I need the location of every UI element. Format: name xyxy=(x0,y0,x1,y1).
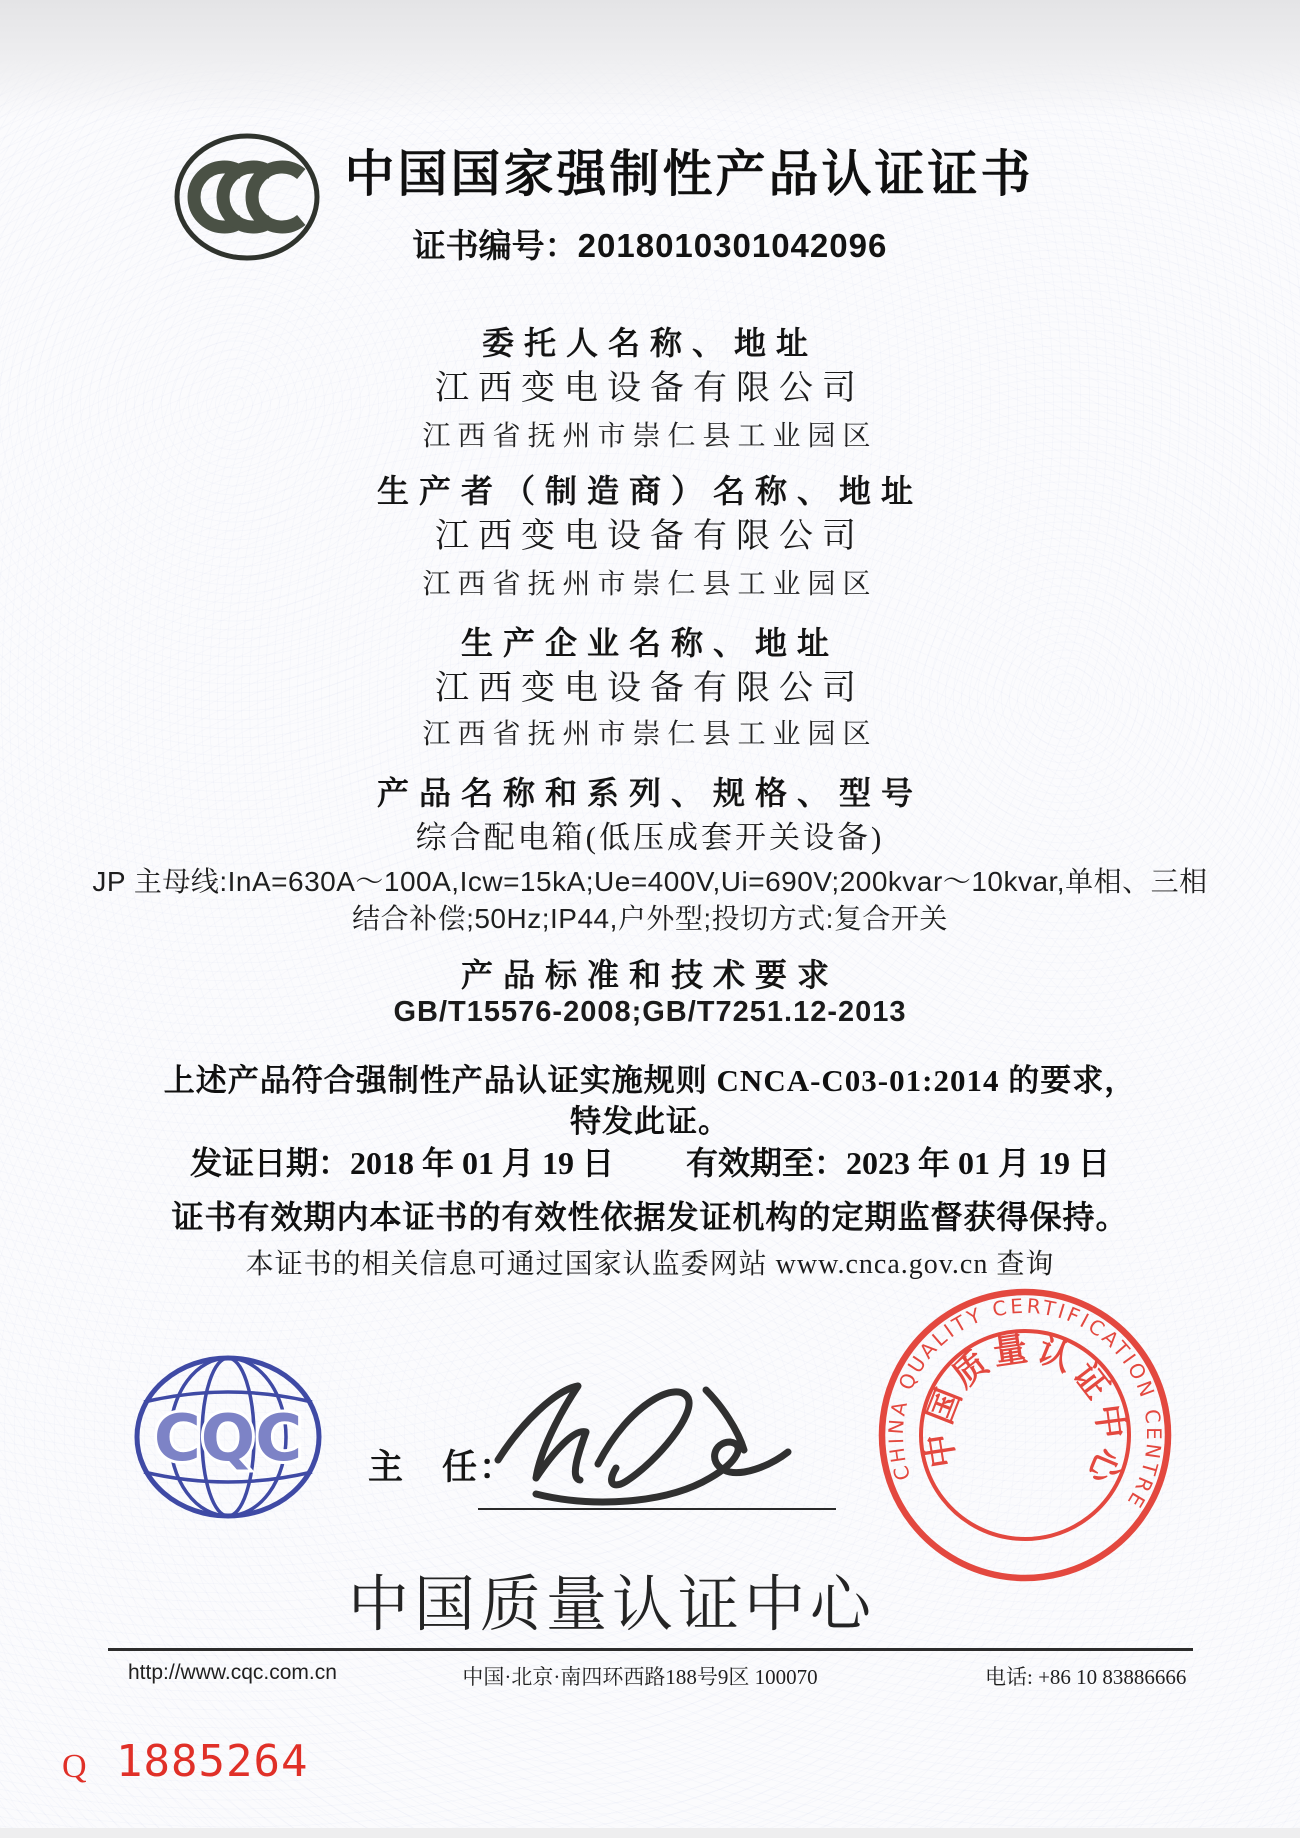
applicant-heading: 委托人名称、地址 xyxy=(481,325,819,361)
producer-heading: 生产者（制造商）名称、地址 xyxy=(376,473,924,509)
expiry-date-value: 2023 年 01 月 19 日 xyxy=(846,1145,1111,1181)
applicant-name: 江西变电设备有限公司 xyxy=(435,370,865,407)
factory-name: 江西变电设备有限公司 xyxy=(435,670,865,707)
ccc-c3-icon xyxy=(252,167,301,227)
cqc-letters: CQC xyxy=(153,1402,303,1476)
standard-value: GB/T15576-2008;GB/T7251.12-2013 xyxy=(393,996,907,1028)
scan-artifact-bottom xyxy=(0,1828,1300,1838)
cqc-globe-parallel-top xyxy=(144,1392,312,1402)
stamp-outer-text: CHINA QUALITY CERTIFICATION CENTRE xyxy=(883,1293,1167,1515)
factory-address: 江西省抚州市崇仁县工业园区 xyxy=(422,719,878,750)
factory-heading: 生产企业名称、地址 xyxy=(460,625,840,661)
standard-heading: 产品标准和技术要求 xyxy=(460,957,840,993)
footer-website: http://www.cqc.com.cn xyxy=(128,1661,337,1684)
product-spec-line1: JP 主母线:InA=630A～100A,Icw=15kA;Ue=400V,Ui=690V;200kvar～10kvar,单相、三相 xyxy=(92,866,1208,897)
footer-rule xyxy=(108,1648,1193,1651)
statement-line1: 上述产品符合强制性产品认证实施规则 CNCA-C03-01:2014 的要求， xyxy=(163,1063,1137,1098)
expiry-date xyxy=(686,1138,1110,1184)
footer-phone: 电话: +86 10 83886666 xyxy=(985,1665,1187,1689)
product-name: 综合配电箱(低压成套开关设备) xyxy=(415,820,885,855)
scan-artifact-top xyxy=(0,0,1300,118)
ccc-logo xyxy=(172,130,322,265)
issue-date-value: 2018 年 01 月 19 日 xyxy=(349,1145,614,1181)
expiry-date-label: 有效期至： xyxy=(686,1145,847,1181)
signature-stroke-2 xyxy=(598,1392,689,1485)
producer-address: 江西省抚州市崇仁县工业园区 xyxy=(422,569,878,600)
producer-name: 江西变电设备有限公司 xyxy=(435,518,865,555)
applicant-address: 江西省抚州市崇仁县工业园区 xyxy=(422,421,878,452)
cqc-red-stamp xyxy=(873,1283,1177,1587)
director-signature xyxy=(470,1366,850,1521)
issuer-name: 中国质量认证中心 xyxy=(347,1572,877,1639)
signature-underline xyxy=(478,1508,836,1510)
page-title: 中国国家强制性产品认证证书 xyxy=(344,146,1034,202)
stamp-inner-text: 中国质量认证中心 xyxy=(920,1330,1130,1494)
stamp-outer-ring xyxy=(873,1283,1177,1587)
product-heading: 产品名称和系列、规格、型号 xyxy=(376,775,924,811)
issue-date-label: 发证日期： xyxy=(189,1145,350,1181)
info-note: 本证书的相关信息可通过国家认监委网站 www.cnca.gov.cn 查询 xyxy=(245,1249,1055,1280)
certificate-number-label: 证书编号： xyxy=(412,229,578,265)
validity-note: 证书有效期内本证书的有效性依据发证机构的定期监督获得保持。 xyxy=(171,1199,1129,1235)
certificate-number-line xyxy=(413,220,888,267)
cqc-logo xyxy=(128,1350,328,1525)
product-spec-line2: 结合补偿;50Hz;IP44,户外型;投切方式:复合开关 xyxy=(352,903,948,934)
serial-number: 1885264 xyxy=(116,1736,309,1787)
serial-prefix: Q xyxy=(62,1748,87,1785)
dates-row xyxy=(190,1138,1110,1184)
issue-date xyxy=(190,1138,614,1184)
statement-line2: 特发此证。 xyxy=(570,1104,730,1139)
certificate-number-value: 2018010301042096 xyxy=(577,227,888,264)
footer-address: 中国·北京·南四环西路188号9区 100070 xyxy=(462,1665,818,1689)
signature-stroke-1 xyxy=(498,1386,586,1480)
director-label: 主 任： xyxy=(368,1448,517,1487)
